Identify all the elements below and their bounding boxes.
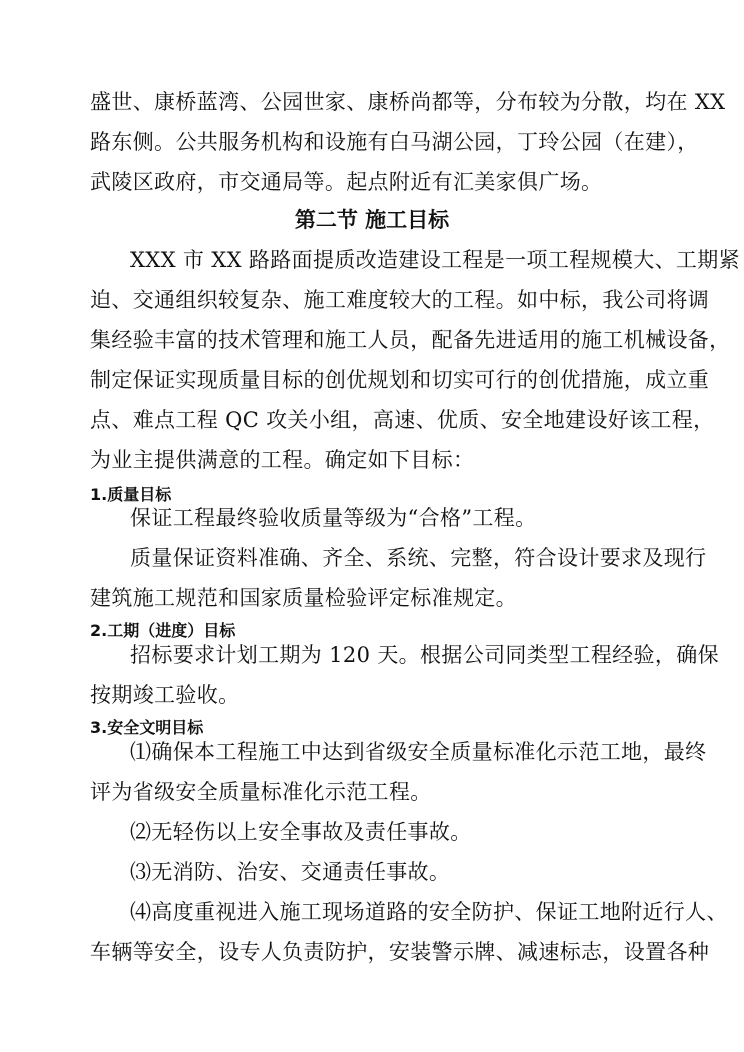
quality-line-2: 质量保证资料准确、齐全、系统、完整，符合设计要求及现行 (130, 546, 707, 570)
schedule-line-2: 按期竣工验收。 (90, 683, 240, 707)
safety-line-1: ⑴确保本工程施工中达到省级安全质量标准化示范工地，最终 (130, 740, 707, 764)
section-title: 第二节 施工目标 (294, 208, 450, 232)
safety-line-2: 评为省级安全质量标准化示范工程。 (90, 780, 432, 804)
safety-line-3: ⑵无轻伤以上安全事故及责任事故。 (130, 820, 472, 844)
heading-schedule: 2.工期（进度）目标 (90, 621, 236, 640)
heading-quality: 1.质量目标 (90, 485, 172, 504)
intro-line-1: 盛世、康桥蓝湾、公园世家、康桥尚都等，分布较为分散，均在 XX (90, 90, 726, 114)
goal-line-4: 制定保证实现质量目标的创优规划和切实可行的创优措施，成立重 (90, 368, 710, 392)
goal-line-5: 点、难点工程 QC 攻关小组，高速、优质、安全地建设好该工程， (90, 408, 715, 432)
goal-line-3: 集经验丰富的技术管理和施工人员，配备先进适用的施工机械设备， (90, 328, 731, 352)
schedule-line-1: 招标要求计划工期为 120 天。根据公司同类型工程经验，确保 (130, 643, 719, 667)
quality-line-1: 保证工程最终验收质量等级为“合格”工程。 (130, 506, 537, 530)
intro-line-2: 路东侧。公共服务机构和设施有白马湖公园，丁玲公园（在建）， (90, 130, 699, 154)
goal-line-6: 为业主提供满意的工程。确定如下目标： (90, 448, 475, 472)
heading-safety: 3.安全文明目标 (90, 718, 204, 737)
intro-line-3: 武陵区政府，市交通局等。起点附近有汇美家俱广场。 (90, 170, 603, 194)
goal-line-2: 迫、交通组织较复杂、施工难度较大的工程。如中标，我公司将调 (90, 288, 710, 312)
safety-line-5: ⑷高度重视进入施工现场道路的安全防护、保证工地附近行人、 (130, 900, 728, 924)
safety-line-4: ⑶无消防、治安、交通责任事故。 (130, 860, 451, 884)
quality-line-3: 建筑施工规范和国家质量检验评定标准规定。 (90, 586, 517, 610)
safety-line-6: 车辆等安全，设专人负责防护，安装警示牌、减速标志，设置各种 (90, 940, 710, 964)
goal-line-1: XXX 市 XX 路路面提质改造建设工程是一项工程规模大、工期紧 (130, 248, 740, 272)
